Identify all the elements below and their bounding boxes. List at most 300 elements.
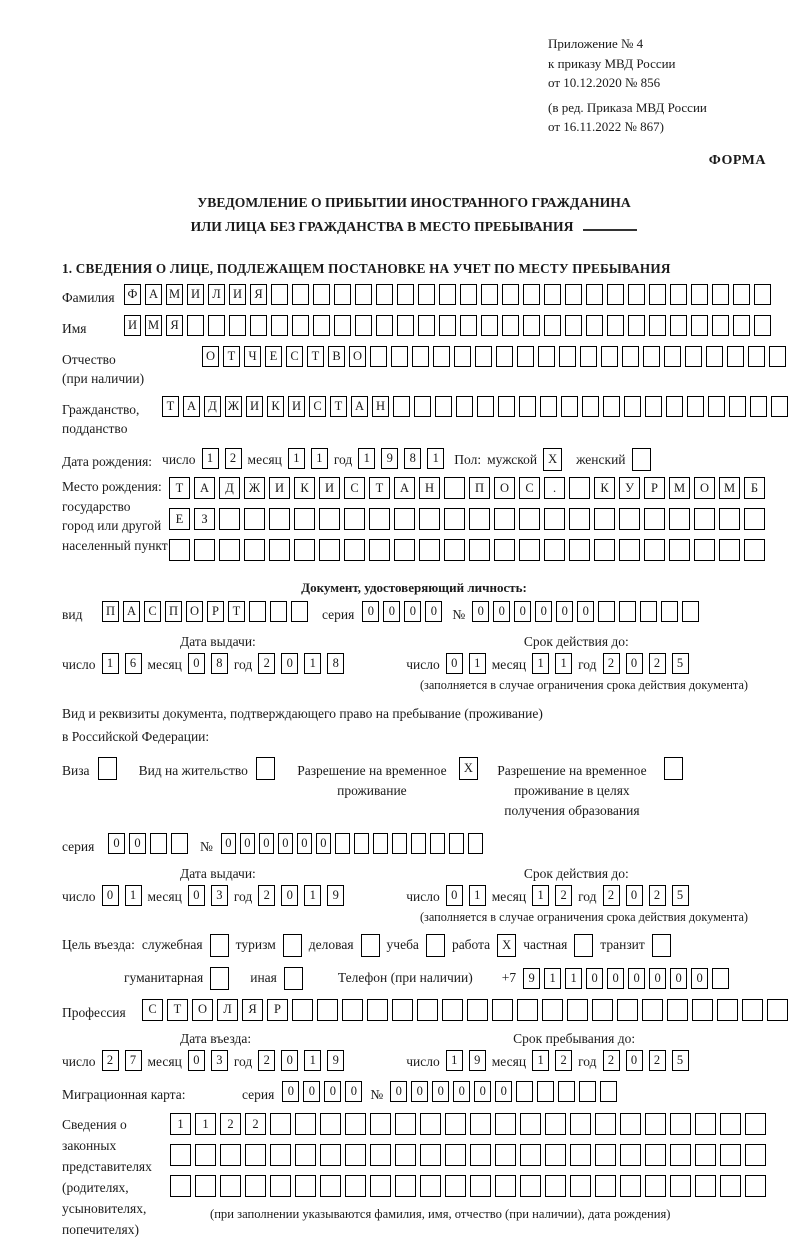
char-cell[interactable] xyxy=(376,315,393,336)
char-cell[interactable]: 8 xyxy=(404,448,421,469)
purpose-business-checkbox[interactable] xyxy=(361,934,380,957)
purpose-study-checkbox[interactable] xyxy=(426,934,445,957)
char-cell[interactable] xyxy=(694,508,715,530)
char-cell[interactable]: Д xyxy=(219,477,240,499)
char-cell[interactable] xyxy=(628,315,645,336)
char-cell[interactable]: 0 xyxy=(472,601,489,622)
char-cell[interactable] xyxy=(717,999,738,1021)
char-cell[interactable]: 0 xyxy=(493,601,510,622)
char-cell[interactable] xyxy=(395,1175,416,1197)
char-cell[interactable] xyxy=(229,315,246,336)
char-cell[interactable] xyxy=(435,396,452,417)
char-cell[interactable]: М xyxy=(669,477,690,499)
char-cell[interactable] xyxy=(670,284,687,305)
char-cell[interactable] xyxy=(271,315,288,336)
char-cell[interactable]: 2 xyxy=(258,1050,275,1071)
char-cell[interactable]: Т xyxy=(307,346,324,367)
visa-checkbox[interactable] xyxy=(98,757,117,780)
char-cell[interactable] xyxy=(620,1175,641,1197)
char-cell[interactable] xyxy=(592,999,613,1021)
char-cell[interactable]: 0 xyxy=(390,1081,407,1102)
char-cell[interactable]: 2 xyxy=(258,653,275,674)
char-cell[interactable] xyxy=(692,999,713,1021)
char-cell[interactable] xyxy=(620,1144,641,1166)
char-cell[interactable] xyxy=(643,346,660,367)
char-cell[interactable] xyxy=(569,539,590,561)
char-cell[interactable]: 1 xyxy=(469,653,486,674)
char-cell[interactable] xyxy=(622,346,639,367)
char-cell[interactable] xyxy=(754,315,771,336)
char-cell[interactable] xyxy=(664,346,681,367)
char-cell[interactable] xyxy=(733,284,750,305)
char-cell[interactable]: 0 xyxy=(188,885,205,906)
char-cell[interactable] xyxy=(449,833,464,854)
char-cell[interactable]: 1 xyxy=(288,448,305,469)
char-cell[interactable] xyxy=(619,539,640,561)
char-cell[interactable]: 9 xyxy=(469,1050,486,1071)
char-cell[interactable]: 0 xyxy=(626,653,643,674)
char-cell[interactable] xyxy=(370,346,387,367)
char-cell[interactable]: Т xyxy=(369,477,390,499)
char-cell[interactable] xyxy=(418,315,435,336)
char-cell[interactable]: 3 xyxy=(211,1050,228,1071)
char-cell[interactable] xyxy=(194,539,215,561)
female-checkbox[interactable] xyxy=(632,448,651,471)
char-cell[interactable] xyxy=(495,1144,516,1166)
char-cell[interactable] xyxy=(313,284,330,305)
char-cell[interactable]: 9 xyxy=(327,885,344,906)
char-cell[interactable]: 0 xyxy=(474,1081,491,1102)
char-cell[interactable] xyxy=(342,999,363,1021)
char-cell[interactable]: 1 xyxy=(446,1050,463,1071)
char-cell[interactable] xyxy=(669,539,690,561)
char-cell[interactable] xyxy=(460,315,477,336)
char-cell[interactable] xyxy=(523,315,540,336)
char-cell[interactable]: Т xyxy=(169,477,190,499)
char-cell[interactable] xyxy=(595,1144,616,1166)
char-cell[interactable] xyxy=(661,601,678,622)
char-cell[interactable] xyxy=(355,284,372,305)
char-cell[interactable]: Ж xyxy=(225,396,242,417)
char-cell[interactable] xyxy=(708,396,725,417)
char-cell[interactable] xyxy=(245,1175,266,1197)
char-cell[interactable] xyxy=(579,1081,596,1102)
char-cell[interactable] xyxy=(291,601,308,622)
char-cell[interactable] xyxy=(502,284,519,305)
char-cell[interactable]: 2 xyxy=(245,1113,266,1135)
char-cell[interactable]: 0 xyxy=(221,833,236,854)
char-cell[interactable] xyxy=(569,477,590,499)
char-cell[interactable] xyxy=(706,346,723,367)
char-cell[interactable] xyxy=(565,315,582,336)
char-cell[interactable] xyxy=(468,833,483,854)
char-cell[interactable]: О xyxy=(494,477,515,499)
char-cell[interactable]: 1 xyxy=(469,885,486,906)
char-cell[interactable] xyxy=(430,833,445,854)
char-cell[interactable]: 2 xyxy=(102,1050,119,1071)
char-cell[interactable]: Е xyxy=(169,508,190,530)
char-cell[interactable]: . xyxy=(544,477,565,499)
char-cell[interactable]: 0 xyxy=(626,1050,643,1071)
char-cell[interactable] xyxy=(719,539,740,561)
char-cell[interactable]: И xyxy=(269,477,290,499)
purpose-other-checkbox[interactable] xyxy=(284,967,303,990)
char-cell[interactable] xyxy=(586,284,603,305)
char-cell[interactable] xyxy=(545,1144,566,1166)
char-cell[interactable] xyxy=(418,284,435,305)
char-cell[interactable] xyxy=(561,396,578,417)
char-cell[interactable]: 2 xyxy=(603,653,620,674)
char-cell[interactable]: И xyxy=(319,477,340,499)
char-cell[interactable] xyxy=(397,284,414,305)
char-cell[interactable] xyxy=(607,315,624,336)
char-cell[interactable] xyxy=(270,601,287,622)
char-cell[interactable] xyxy=(670,1144,691,1166)
char-cell[interactable]: 6 xyxy=(125,653,142,674)
char-cell[interactable] xyxy=(667,999,688,1021)
char-cell[interactable]: О xyxy=(186,601,203,622)
char-cell[interactable] xyxy=(712,315,729,336)
char-cell[interactable] xyxy=(469,539,490,561)
char-cell[interactable] xyxy=(475,346,492,367)
char-cell[interactable] xyxy=(442,999,463,1021)
char-cell[interactable] xyxy=(320,1113,341,1135)
char-cell[interactable]: 0 xyxy=(278,833,293,854)
char-cell[interactable] xyxy=(520,1144,541,1166)
char-cell[interactable]: П xyxy=(165,601,182,622)
char-cell[interactable] xyxy=(244,508,265,530)
char-cell[interactable]: 5 xyxy=(672,885,689,906)
char-cell[interactable]: 2 xyxy=(649,653,666,674)
char-cell[interactable] xyxy=(220,1175,241,1197)
char-cell[interactable] xyxy=(744,539,765,561)
char-cell[interactable] xyxy=(617,999,638,1021)
char-cell[interactable] xyxy=(444,508,465,530)
char-cell[interactable]: 0 xyxy=(188,1050,205,1071)
char-cell[interactable] xyxy=(582,396,599,417)
char-cell[interactable] xyxy=(344,539,365,561)
char-cell[interactable]: А xyxy=(394,477,415,499)
char-cell[interactable] xyxy=(495,1175,516,1197)
char-cell[interactable]: 0 xyxy=(281,653,298,674)
purpose-private-checkbox[interactable] xyxy=(574,934,593,957)
char-cell[interactable] xyxy=(392,999,413,1021)
char-cell[interactable]: А xyxy=(183,396,200,417)
char-cell[interactable] xyxy=(586,315,603,336)
char-cell[interactable] xyxy=(644,508,665,530)
char-cell[interactable]: А xyxy=(123,601,140,622)
char-cell[interactable] xyxy=(271,284,288,305)
char-cell[interactable] xyxy=(640,601,657,622)
char-cell[interactable]: К xyxy=(594,477,615,499)
char-cell[interactable] xyxy=(642,999,663,1021)
char-cell[interactable]: 1 xyxy=(532,653,549,674)
char-cell[interactable]: З xyxy=(194,508,215,530)
char-cell[interactable]: И xyxy=(288,396,305,417)
char-cell[interactable] xyxy=(670,315,687,336)
char-cell[interactable]: Т xyxy=(330,396,347,417)
char-cell[interactable] xyxy=(519,539,540,561)
char-cell[interactable] xyxy=(645,396,662,417)
char-cell[interactable]: 1 xyxy=(427,448,444,469)
char-cell[interactable] xyxy=(558,1081,575,1102)
char-cell[interactable] xyxy=(460,284,477,305)
char-cell[interactable] xyxy=(391,346,408,367)
char-cell[interactable] xyxy=(245,1144,266,1166)
char-cell[interactable]: А xyxy=(194,477,215,499)
char-cell[interactable] xyxy=(644,539,665,561)
char-cell[interactable]: 8 xyxy=(211,653,228,674)
char-cell[interactable] xyxy=(516,1081,533,1102)
char-cell[interactable] xyxy=(269,508,290,530)
char-cell[interactable]: 0 xyxy=(281,1050,298,1071)
char-cell[interactable] xyxy=(720,1144,741,1166)
char-cell[interactable]: 0 xyxy=(404,601,421,622)
char-cell[interactable]: 2 xyxy=(555,885,572,906)
char-cell[interactable]: 0 xyxy=(626,885,643,906)
char-cell[interactable] xyxy=(649,284,666,305)
char-cell[interactable]: Ф xyxy=(124,284,141,305)
char-cell[interactable] xyxy=(565,284,582,305)
char-cell[interactable]: 0 xyxy=(303,1081,320,1102)
char-cell[interactable] xyxy=(295,1175,316,1197)
char-cell[interactable] xyxy=(445,1113,466,1135)
char-cell[interactable] xyxy=(619,508,640,530)
char-cell[interactable] xyxy=(419,539,440,561)
char-cell[interactable]: Р xyxy=(207,601,224,622)
char-cell[interactable]: 1 xyxy=(304,1050,321,1071)
char-cell[interactable] xyxy=(670,1175,691,1197)
char-cell[interactable] xyxy=(745,1144,766,1166)
char-cell[interactable] xyxy=(691,315,708,336)
char-cell[interactable]: 8 xyxy=(327,653,344,674)
char-cell[interactable] xyxy=(733,315,750,336)
char-cell[interactable] xyxy=(445,1144,466,1166)
char-cell[interactable] xyxy=(344,508,365,530)
char-cell[interactable] xyxy=(544,508,565,530)
char-cell[interactable]: 2 xyxy=(258,885,275,906)
char-cell[interactable]: П xyxy=(469,477,490,499)
char-cell[interactable]: С xyxy=(142,999,163,1021)
char-cell[interactable] xyxy=(595,1113,616,1135)
char-cell[interactable] xyxy=(682,601,699,622)
char-cell[interactable]: 1 xyxy=(555,653,572,674)
char-cell[interactable] xyxy=(195,1144,216,1166)
char-cell[interactable] xyxy=(376,284,393,305)
char-cell[interactable]: 2 xyxy=(603,1050,620,1071)
char-cell[interactable]: У xyxy=(619,477,640,499)
char-cell[interactable] xyxy=(744,508,765,530)
char-cell[interactable]: Т xyxy=(162,396,179,417)
residence-permit-checkbox[interactable] xyxy=(256,757,275,780)
char-cell[interactable]: Ж xyxy=(244,477,265,499)
char-cell[interactable] xyxy=(292,315,309,336)
char-cell[interactable]: 1 xyxy=(565,968,582,989)
char-cell[interactable]: М xyxy=(145,315,162,336)
char-cell[interactable] xyxy=(171,833,188,854)
char-cell[interactable] xyxy=(219,539,240,561)
char-cell[interactable] xyxy=(394,508,415,530)
char-cell[interactable] xyxy=(334,284,351,305)
char-cell[interactable] xyxy=(567,999,588,1021)
char-cell[interactable]: М xyxy=(166,284,183,305)
char-cell[interactable]: М xyxy=(719,477,740,499)
char-cell[interactable]: Д xyxy=(204,396,221,417)
char-cell[interactable]: 0 xyxy=(514,601,531,622)
char-cell[interactable]: И xyxy=(246,396,263,417)
char-cell[interactable] xyxy=(750,396,767,417)
char-cell[interactable]: И xyxy=(229,284,246,305)
char-cell[interactable]: С xyxy=(344,477,365,499)
char-cell[interactable]: 0 xyxy=(495,1081,512,1102)
char-cell[interactable] xyxy=(771,396,788,417)
char-cell[interactable] xyxy=(439,315,456,336)
char-cell[interactable] xyxy=(335,833,350,854)
char-cell[interactable]: 0 xyxy=(425,601,442,622)
char-cell[interactable] xyxy=(355,315,372,336)
char-cell[interactable]: Я xyxy=(242,999,263,1021)
char-cell[interactable] xyxy=(691,284,708,305)
char-cell[interactable] xyxy=(542,999,563,1021)
char-cell[interactable]: 0 xyxy=(129,833,146,854)
char-cell[interactable] xyxy=(745,1175,766,1197)
char-cell[interactable]: 9 xyxy=(523,968,540,989)
char-cell[interactable] xyxy=(520,1113,541,1135)
char-cell[interactable]: 2 xyxy=(555,1050,572,1071)
char-cell[interactable] xyxy=(469,508,490,530)
char-cell[interactable]: О xyxy=(694,477,715,499)
char-cell[interactable] xyxy=(481,315,498,336)
char-cell[interactable]: Р xyxy=(644,477,665,499)
char-cell[interactable]: 0 xyxy=(108,833,125,854)
char-cell[interactable] xyxy=(195,1175,216,1197)
char-cell[interactable]: 0 xyxy=(282,1081,299,1102)
char-cell[interactable]: 1 xyxy=(311,448,328,469)
char-cell[interactable]: 1 xyxy=(532,1050,549,1071)
char-cell[interactable]: О xyxy=(202,346,219,367)
char-cell[interactable] xyxy=(620,1113,641,1135)
char-cell[interactable] xyxy=(570,1175,591,1197)
char-cell[interactable]: Ч xyxy=(244,346,261,367)
char-cell[interactable]: 0 xyxy=(670,968,687,989)
char-cell[interactable] xyxy=(292,284,309,305)
char-cell[interactable] xyxy=(481,284,498,305)
char-cell[interactable] xyxy=(420,1113,441,1135)
char-cell[interactable]: 0 xyxy=(383,601,400,622)
char-cell[interactable] xyxy=(720,1113,741,1135)
char-cell[interactable]: Я xyxy=(166,315,183,336)
char-cell[interactable] xyxy=(598,601,615,622)
char-cell[interactable] xyxy=(417,999,438,1021)
char-cell[interactable] xyxy=(537,1081,554,1102)
char-cell[interactable] xyxy=(208,315,225,336)
char-cell[interactable] xyxy=(219,508,240,530)
char-cell[interactable]: 2 xyxy=(649,885,666,906)
char-cell[interactable] xyxy=(419,508,440,530)
char-cell[interactable] xyxy=(345,1113,366,1135)
char-cell[interactable] xyxy=(319,508,340,530)
char-cell[interactable]: Р xyxy=(267,999,288,1021)
char-cell[interactable] xyxy=(559,346,576,367)
char-cell[interactable]: 1 xyxy=(358,448,375,469)
char-cell[interactable] xyxy=(745,1113,766,1135)
char-cell[interactable] xyxy=(712,284,729,305)
char-cell[interactable] xyxy=(685,346,702,367)
char-cell[interactable] xyxy=(754,284,771,305)
char-cell[interactable]: Л xyxy=(217,999,238,1021)
char-cell[interactable]: 1 xyxy=(102,653,119,674)
char-cell[interactable]: 3 xyxy=(211,885,228,906)
char-cell[interactable] xyxy=(523,284,540,305)
char-cell[interactable] xyxy=(670,1113,691,1135)
char-cell[interactable] xyxy=(345,1175,366,1197)
char-cell[interactable] xyxy=(445,1175,466,1197)
char-cell[interactable] xyxy=(370,1144,391,1166)
char-cell[interactable]: 1 xyxy=(304,885,321,906)
char-cell[interactable]: Е xyxy=(265,346,282,367)
char-cell[interactable] xyxy=(517,346,534,367)
char-cell[interactable]: 2 xyxy=(220,1113,241,1135)
char-cell[interactable]: Т xyxy=(228,601,245,622)
char-cell[interactable]: 7 xyxy=(125,1050,142,1071)
char-cell[interactable] xyxy=(687,396,704,417)
char-cell[interactable] xyxy=(320,1144,341,1166)
char-cell[interactable] xyxy=(570,1113,591,1135)
char-cell[interactable] xyxy=(580,346,597,367)
char-cell[interactable] xyxy=(392,833,407,854)
char-cell[interactable] xyxy=(569,508,590,530)
char-cell[interactable]: 0 xyxy=(362,601,379,622)
char-cell[interactable]: 5 xyxy=(672,1050,689,1071)
char-cell[interactable] xyxy=(395,1144,416,1166)
char-cell[interactable] xyxy=(695,1113,716,1135)
char-cell[interactable]: 0 xyxy=(446,885,463,906)
char-cell[interactable] xyxy=(370,1175,391,1197)
char-cell[interactable] xyxy=(712,968,729,989)
char-cell[interactable] xyxy=(444,477,465,499)
char-cell[interactable] xyxy=(170,1144,191,1166)
char-cell[interactable]: 0 xyxy=(345,1081,362,1102)
char-cell[interactable]: 9 xyxy=(381,448,398,469)
char-cell[interactable] xyxy=(719,508,740,530)
char-cell[interactable] xyxy=(373,833,388,854)
char-cell[interactable]: 0 xyxy=(628,968,645,989)
purpose-humanitarian-checkbox[interactable] xyxy=(210,967,229,990)
char-cell[interactable] xyxy=(244,539,265,561)
char-cell[interactable] xyxy=(292,999,313,1021)
char-cell[interactable] xyxy=(624,396,641,417)
char-cell[interactable] xyxy=(370,1113,391,1135)
char-cell[interactable]: 1 xyxy=(170,1113,191,1135)
char-cell[interactable]: С xyxy=(519,477,540,499)
char-cell[interactable] xyxy=(395,1113,416,1135)
char-cell[interactable] xyxy=(420,1175,441,1197)
purpose-work-checkbox[interactable]: X xyxy=(497,934,516,957)
char-cell[interactable] xyxy=(411,833,426,854)
char-cell[interactable] xyxy=(601,346,618,367)
char-cell[interactable]: 1 xyxy=(195,1113,216,1135)
char-cell[interactable] xyxy=(295,1113,316,1135)
char-cell[interactable] xyxy=(594,539,615,561)
char-cell[interactable] xyxy=(695,1144,716,1166)
purpose-transit-checkbox[interactable] xyxy=(652,934,671,957)
char-cell[interactable]: С xyxy=(309,396,326,417)
char-cell[interactable] xyxy=(317,999,338,1021)
char-cell[interactable]: А xyxy=(145,284,162,305)
char-cell[interactable] xyxy=(313,315,330,336)
char-cell[interactable]: О xyxy=(349,346,366,367)
char-cell[interactable] xyxy=(270,1113,291,1135)
